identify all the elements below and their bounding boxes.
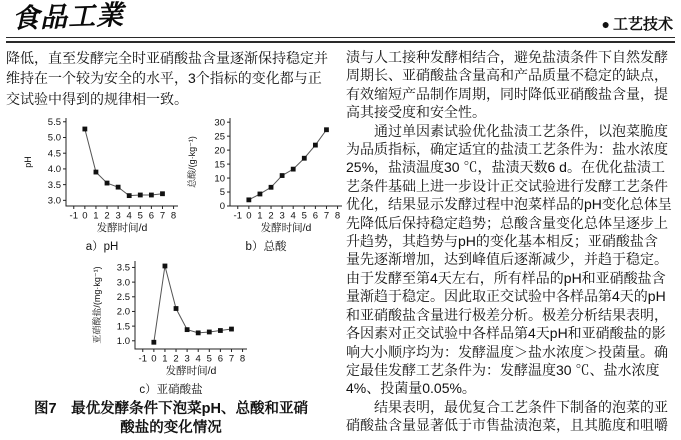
svg-text:7: 7 [228, 353, 235, 365]
svg-text:5.5: 5.5 [47, 116, 61, 128]
svg-text:-1: -1 [138, 353, 147, 365]
text-line: 升趋势，其趋势与pH的变化基本相反；亚硝酸盐含 [346, 233, 658, 250]
svg-text:4.5: 4.5 [47, 148, 61, 160]
svg-text:0: 0 [151, 353, 157, 365]
svg-text:10: 10 [214, 173, 225, 185]
text-line: 各因素对正交试验中各样品第4天pH和亚硝酸盐的影 [346, 325, 666, 342]
svg-text:1: 1 [162, 353, 168, 365]
svg-text:5: 5 [219, 187, 225, 199]
svg-text:8: 8 [334, 210, 341, 222]
svg-text:1.0: 1.0 [116, 335, 130, 347]
two-column-body [6, 48, 675, 438]
chart-ph-plot [20, 111, 184, 241]
text-line: 先降低后保持稳定趋势；总酸含量变化总体呈逐步上 [346, 214, 668, 231]
right-column [346, 48, 675, 438]
svg-text:5: 5 [137, 210, 143, 222]
page-header [6, 0, 675, 35]
figure-caption [6, 400, 336, 438]
svg-text:1: 1 [257, 210, 263, 222]
svg-text:8: 8 [239, 353, 246, 365]
bullet-icon: ● [601, 15, 610, 32]
chart-ph-sublabel: a）pH [85, 240, 119, 253]
svg-text:发酵时间/d: 发酵时间/d [96, 221, 148, 234]
svg-text:20: 20 [214, 145, 225, 157]
text-line: 渍与人工接种发酵相结合，避免盐渍条件下自然发酵 [346, 49, 668, 65]
journal-logo: 食品工業 [11, 0, 125, 35]
svg-text:3.5: 3.5 [47, 179, 61, 191]
svg-text:3.0: 3.0 [47, 195, 61, 207]
svg-text:8: 8 [170, 210, 177, 222]
svg-text:7: 7 [323, 210, 330, 222]
svg-text:1: 1 [93, 210, 99, 222]
text-line: 由于发酵至第4天左右，所有样品的pH和亚硝酸盐含 [346, 269, 666, 286]
text-line: 高其接受度和安全性。 [346, 104, 486, 121]
charts-row [20, 111, 341, 254]
svg-text:7: 7 [159, 210, 166, 222]
text-line: 优化，结果显示发酵过程中泡菜样品的pH变化总体呈 [346, 196, 672, 213]
text-line: 响大小顺序均为：发酵温度＞盐水浓度＞投菌量。确 [346, 343, 668, 360]
svg-text:15: 15 [214, 159, 225, 171]
text-line: 维持在一个较为安全的水平，3个指标的变化都与正 [6, 70, 322, 87]
svg-text:3.5: 3.5 [116, 262, 130, 274]
chart-nitrite-sublabel: c）亚硝酸盐 [139, 383, 203, 396]
svg-text:5: 5 [206, 353, 212, 365]
svg-text:5.0: 5.0 [47, 132, 61, 144]
text-line: 为品质指标，确定适宜的盐渍工艺条件为：盐水浓度 [346, 141, 668, 158]
svg-text:-1: -1 [69, 210, 78, 222]
svg-text:-1: -1 [233, 210, 242, 222]
section-label-text: 工艺技术 [612, 16, 673, 33]
svg-text:3: 3 [279, 210, 285, 222]
svg-text:3: 3 [184, 353, 190, 365]
text-line: 量渐趋于稳定。因此取正交试验中各样品第4天的pH [346, 288, 666, 305]
svg-text:4: 4 [126, 210, 132, 222]
svg-text:亚硝酸盐/(mg·kg⁻¹): 亚硝酸盐/(mg·kg⁻¹) [92, 266, 102, 344]
text-line: 定最佳发酵工艺条件为：发酵温度30 ℃、盐水浓度 [346, 361, 660, 378]
text-line: 降低，直至发酵完全时亚硝酸盐含量逐渐保持稳定并 [6, 50, 328, 66]
text-line: 艺条件基础上进一步设计正交试验进行发酵工艺条件 [346, 177, 668, 194]
text-line: 和亚硝酸盐含量进行极差分析。极差分析结果表明， [346, 306, 668, 323]
svg-text:4: 4 [290, 210, 296, 222]
text-line: 有效缩短产品制作周期，同时降低亚硝酸盐含量，提 [346, 85, 668, 102]
svg-text:1.5: 1.5 [116, 321, 130, 333]
text-line: 周期长、亚硝酸盐含量高和产品质量不稳定的缺点， [346, 67, 668, 84]
chart-nitrite [89, 254, 253, 397]
header-rule [6, 37, 675, 43]
svg-text:2.5: 2.5 [116, 291, 130, 303]
svg-text:发酵时间/d: 发酵时间/d [165, 364, 217, 377]
right-paragraphs [346, 48, 675, 435]
text-line: 酸盐的变化情况 [120, 419, 222, 436]
text-line: 通过单因素试验优化盐渍工艺条件，以泡菜脆度 [346, 122, 668, 139]
chart-total-acid-sublabel: b）总酸 [245, 240, 287, 253]
text-line: 硝酸盐含量显著低于市售盐渍泡菜，且其脆度和咀嚼 [346, 417, 668, 434]
svg-text:2: 2 [268, 210, 274, 222]
chart-ph [20, 111, 184, 254]
text-line: 量先逐渐增加，达到峰值后逐渐减少，并趋于稳定。 [346, 251, 668, 268]
text-line: 结果表明，最优复合工艺条件下制备的泡菜的亚 [346, 398, 668, 415]
svg-text:6: 6 [312, 210, 319, 222]
svg-text:pH: pH [23, 156, 33, 168]
text-line: 25%，盐渍温度30 ℃，盐渍天数6 d。在优化盐渍工 [346, 159, 665, 176]
section-label [602, 13, 675, 34]
svg-text:0: 0 [82, 210, 88, 222]
left-paragraph [6, 48, 336, 109]
chart-nitrite-plot [89, 254, 253, 384]
text-line: 图7 最优发酵条件下泡菜pH、总酸和亚硝 [34, 400, 308, 417]
svg-text:2: 2 [173, 353, 179, 365]
svg-text:6: 6 [217, 353, 224, 365]
chart-total-acid [184, 111, 348, 254]
svg-text:发酵时间/d: 发酵时间/d [260, 221, 312, 234]
svg-text:4.0: 4.0 [47, 164, 61, 176]
svg-text:4: 4 [195, 353, 201, 365]
chart-total-acid-plot [184, 111, 348, 241]
svg-text:3: 3 [115, 210, 121, 222]
svg-text:30: 30 [214, 117, 225, 129]
svg-text:25: 25 [214, 131, 225, 143]
svg-text:总酸/(g·kg⁻¹): 总酸/(g·kg⁻¹) [187, 136, 197, 188]
svg-text:2.0: 2.0 [116, 306, 130, 318]
text-line: 4%、投菌量0.05%。 [346, 380, 476, 397]
text-line: 交试验中得到的规律相一致。 [6, 90, 188, 107]
svg-text:6: 6 [148, 210, 155, 222]
svg-text:0: 0 [219, 201, 225, 213]
chart-nitrite-wrap [6, 254, 336, 397]
svg-text:0: 0 [246, 210, 252, 222]
left-column [6, 48, 341, 438]
svg-text:3.0: 3.0 [116, 277, 130, 289]
svg-text:2: 2 [104, 210, 110, 222]
svg-text:5: 5 [301, 210, 307, 222]
